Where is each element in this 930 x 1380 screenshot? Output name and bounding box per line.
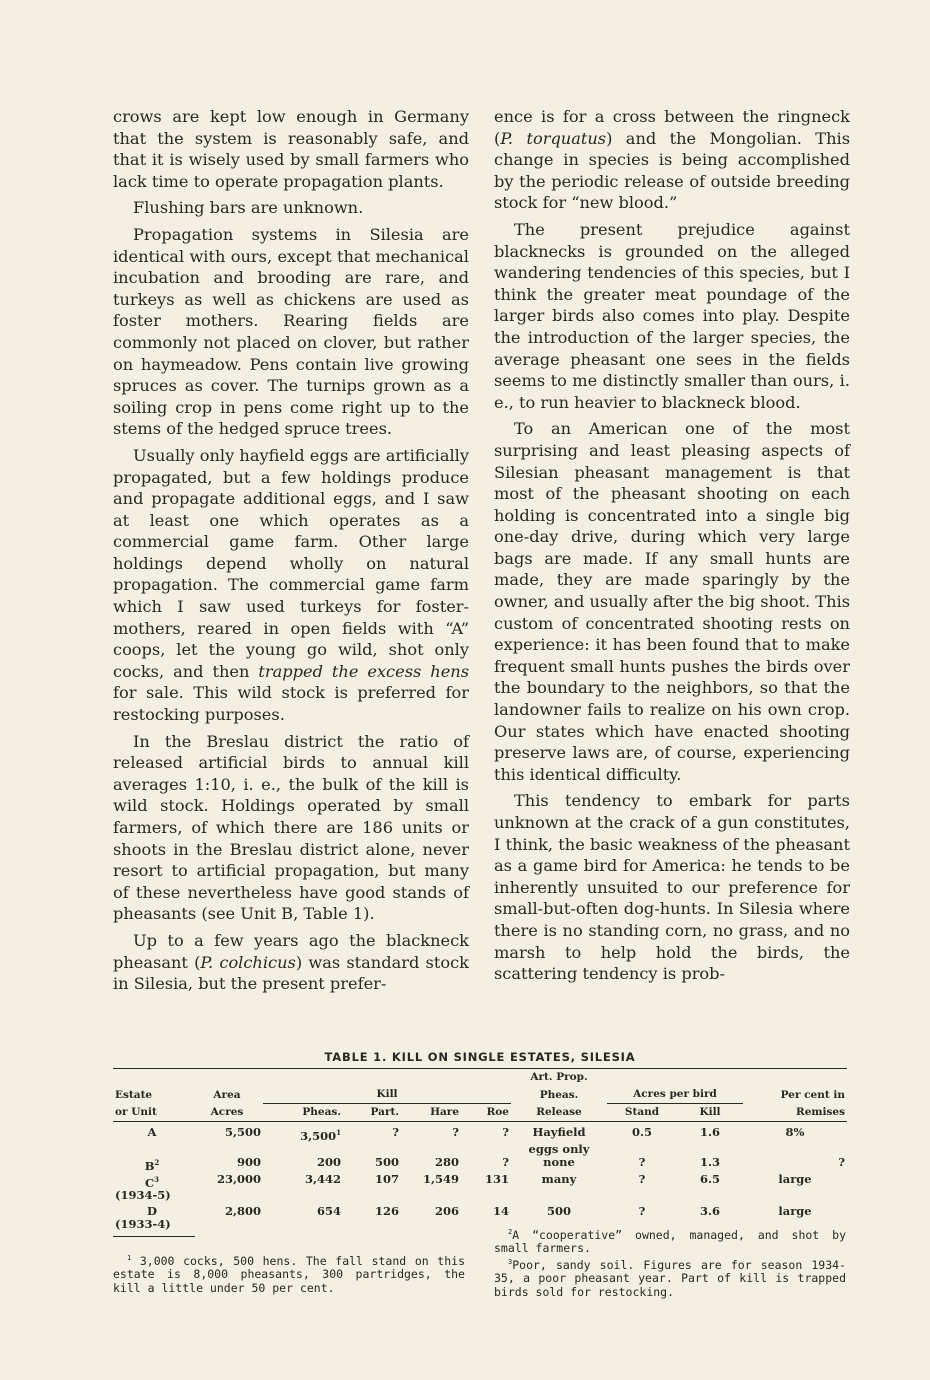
stand-cell: ? (638, 1154, 646, 1169)
estate-cell (113, 1173, 191, 1190)
area-cell: 900 (236, 1154, 261, 1169)
table-row (113, 1173, 847, 1190)
table-row (113, 1156, 847, 1173)
paragraph: Flushing bars are unknown. (133, 198, 364, 218)
footnote (113, 1252, 465, 1295)
left-text-column (113, 106, 469, 1000)
paragraph (494, 106, 850, 214)
roe-cell: 131 (484, 1171, 509, 1186)
paragraph (113, 445, 469, 726)
text-run: ) was standard stock in Silesia, but the present prefer- (113, 952, 469, 994)
stand-cell: ? (638, 1171, 646, 1186)
paragraph: To an American one of the most surprising and least pleasing aspects of Silesian pheasant management is that most of the pheasant shooting on each holding is concentrated into a single big one-day drive, during which very large bags are made. If any small hunts are made, they are made sparingly by the owner, and usually after the big shoot. This custom of concentrated shooting rests on experience: it has been found that to make frequent small hunts pushes the birds over the boundary to the neighbors, so that the landowner fails to realize on his own crop. Our states which have enacted shooting preserve laws are, of course, experiencing this identical difficulty. (494, 419, 850, 784)
release-cell: Hayfield (532, 1125, 586, 1139)
remises-cell: large (778, 1171, 812, 1186)
header-cell: Estate (115, 1088, 153, 1101)
estate-cell (113, 1156, 191, 1173)
header-cell: Pheas. (539, 1088, 579, 1101)
paragraph: In the Breslau district the ratio of released artificial birds to annual kill averages 1:10, i. e., the bulk of the kill is wild stock. Holdings operated by small farmers, of which there are 186 units or shoots in the Breslau district alone, never resort to artificial propagation, but many of these nevertheless have good stands of pheasants (see Unit B, Table 1). (113, 731, 469, 924)
hare-cell: ? (452, 1125, 459, 1139)
estate-year-cell: (1933-4) (115, 1217, 171, 1232)
header-cell: Release (511, 1104, 607, 1122)
hare-cell: 1,549 (422, 1171, 459, 1186)
italic-phrase: P. torquatus (500, 128, 607, 148)
remises-cell: large (778, 1204, 812, 1219)
area-cell: 23,000 (216, 1171, 261, 1186)
release-cell: none (543, 1154, 575, 1169)
header-cell: Pheas. (263, 1104, 343, 1122)
header-cell: Hare (401, 1104, 461, 1122)
header-cell: Kill (263, 1086, 511, 1104)
header-cell: Acres (191, 1104, 263, 1122)
footnote-text: Poor, sandy soil. Figures are for season 1934-35, a poor pheasant year. Part of kill is trapped birds sold for restocking. (494, 1257, 846, 1299)
header-cell: Acres per bird (607, 1086, 743, 1104)
area-cell: 2,800 (224, 1204, 261, 1219)
part-cell: 107 (374, 1171, 399, 1186)
remises-cell: 8% (785, 1125, 805, 1139)
table-header-row (113, 1069, 847, 1087)
footnote-marker: 2 (154, 1157, 160, 1167)
header-cell (263, 1069, 511, 1087)
stand-cell: 0.5 (631, 1125, 652, 1139)
header-cell (607, 1069, 743, 1087)
pheas-cell (263, 1122, 343, 1143)
header-cell (113, 1069, 191, 1087)
footnote-text: A “cooperative” owned, managed, and shot by small farmers. (494, 1227, 846, 1256)
text-run: Usually only hayfield eggs are artificially propagated, but a few holdings produce and propagate additional eggs, and I saw at least one which operates as a commercial game farm. Other large holdings depend wholly on natural propagation. The commercial game farm which I saw used turkeys for foster-mothers, reared in open fields with “A” coops, let the young go wild, shot only cocks, and then (113, 445, 469, 681)
part-cell: ? (392, 1125, 399, 1139)
hare-cell: 280 (434, 1154, 459, 1169)
table-row (113, 1122, 847, 1143)
footnote-marker: 3 (154, 1174, 160, 1184)
pheas-cell: 200 (316, 1154, 341, 1169)
cell-value: 3,500 (300, 1128, 337, 1143)
header-cell: Per cent in (780, 1088, 845, 1101)
header-cell: or Unit (113, 1104, 191, 1122)
table-header-row (113, 1086, 847, 1104)
footnote-number: 2 (508, 1228, 513, 1236)
roe-cell: ? (502, 1154, 509, 1169)
paragraph: The present prejudice against blacknecks is grounded on the alleged wandering tendencies of this species, but I think the greater meat poundage of the larger birds also comes into play. Despite the introduction of the larger species, the average pheasant one sees in the fields seems to me distinctly smaller than ours, i. e., to run heavier to blackneck blood. (494, 219, 850, 412)
header-cell (743, 1069, 847, 1087)
text-run: ence is for a cross between the ringneck ( (494, 107, 850, 148)
header-cell: Part. (343, 1104, 401, 1122)
estate-cell: A (147, 1125, 157, 1139)
stand-cell: ? (638, 1204, 646, 1219)
table-title: TABLE 1. KILL ON SINGLE ESTATES, SILESIA (324, 1050, 636, 1064)
footnote (494, 1226, 846, 1256)
cell-value: B (144, 1158, 155, 1173)
header-cell: Area (213, 1088, 241, 1101)
release-cell: eggs only (528, 1141, 590, 1156)
pheas-cell: 3,442 (304, 1171, 341, 1186)
text-run: Up to a few years ago the blackneck pheasant ( (113, 930, 469, 972)
table-row (113, 1143, 847, 1156)
footnotes-right (494, 1226, 846, 1299)
header-cell: Art. Prop. (511, 1069, 607, 1087)
release-cell: 500 (546, 1204, 571, 1219)
kill-cell: 3.6 (699, 1204, 720, 1219)
footnotes-left (113, 1252, 465, 1295)
paragraph: This tendency to embark for parts unknown at the crack of a gun constitutes, I think, the basic weakness of the pheasant as a game bird for America: he tends to be inherently unsuited to our preference for small-but-often dog-hunts. In Silesia where there is no standing corn, no grass, and no marsh to help hold the birds, the scattering tendency is prob- (494, 791, 850, 984)
pheas-cell: 654 (316, 1204, 341, 1219)
text-run: ) and the Mongolian. This change in species is being accomplished by the periodic release of outside breeding stock for “new blood.” (494, 128, 850, 213)
part-cell: 126 (374, 1204, 399, 1219)
header-cell: Roe (461, 1104, 511, 1122)
cell-value: C (144, 1175, 155, 1190)
footnote-marker: 1 (336, 1128, 341, 1137)
footnote-divider (113, 1236, 195, 1237)
right-text-column (494, 106, 850, 990)
kill-cell: 1.3 (699, 1154, 720, 1169)
footnote (494, 1256, 846, 1299)
estate-year-cell: (1934-5) (115, 1188, 171, 1203)
table-header-row (113, 1104, 847, 1122)
kill-cell: 6.5 (699, 1171, 720, 1186)
paragraph: crows are kept low enough in Germany that the system is reasonably safe, and that it is wisely used by small farmers who lack time to operate propagation plants. (113, 107, 469, 191)
header-cell: Kill (677, 1104, 743, 1122)
header-cell: Stand (607, 1104, 677, 1122)
italic-phrase: trapped the excess hens (258, 661, 470, 681)
header-cell (191, 1069, 263, 1087)
footnote-number: 3 (508, 1257, 513, 1266)
roe-cell: ? (502, 1125, 509, 1139)
roe-cell: 14 (492, 1204, 509, 1219)
kill-cell: 1.6 (699, 1125, 720, 1139)
part-cell: 500 (374, 1154, 399, 1169)
italic-phrase: P. colchicus (200, 952, 296, 972)
table-row (113, 1205, 847, 1218)
paragraph: Propagation systems in Silesia are identical with ours, except that mechanical incubation and brooding are rare, and turkeys as well as chickens are used as foster mothers. Rearing fields are commonly not placed on clover, but rather on haymeadow. Pens contain live growing spruces as cover. The turnips grown as a soiling crop in pens come right up to the stems of the hedged spruce trees. (113, 224, 469, 439)
text-run: for sale. This wild stock is preferred for restocking purposes. (113, 683, 469, 725)
header-cell: Remises (743, 1104, 847, 1122)
footnote-text: 3,000 cocks, 500 hens. The fall stand on this estate is 8,000 pheasants, 300 partridges, the kill a little under 50 per cent. (113, 1253, 465, 1295)
table-row (113, 1189, 847, 1205)
release-cell: many (541, 1171, 577, 1186)
footnote-number: 1 (127, 1254, 132, 1262)
hare-cell: 206 (434, 1204, 459, 1219)
area-cell: 5,500 (224, 1125, 261, 1139)
paragraph (113, 930, 469, 995)
remises-cell: ? (838, 1154, 845, 1169)
kill-table (113, 1068, 847, 1231)
estate-cell: D (147, 1204, 157, 1219)
